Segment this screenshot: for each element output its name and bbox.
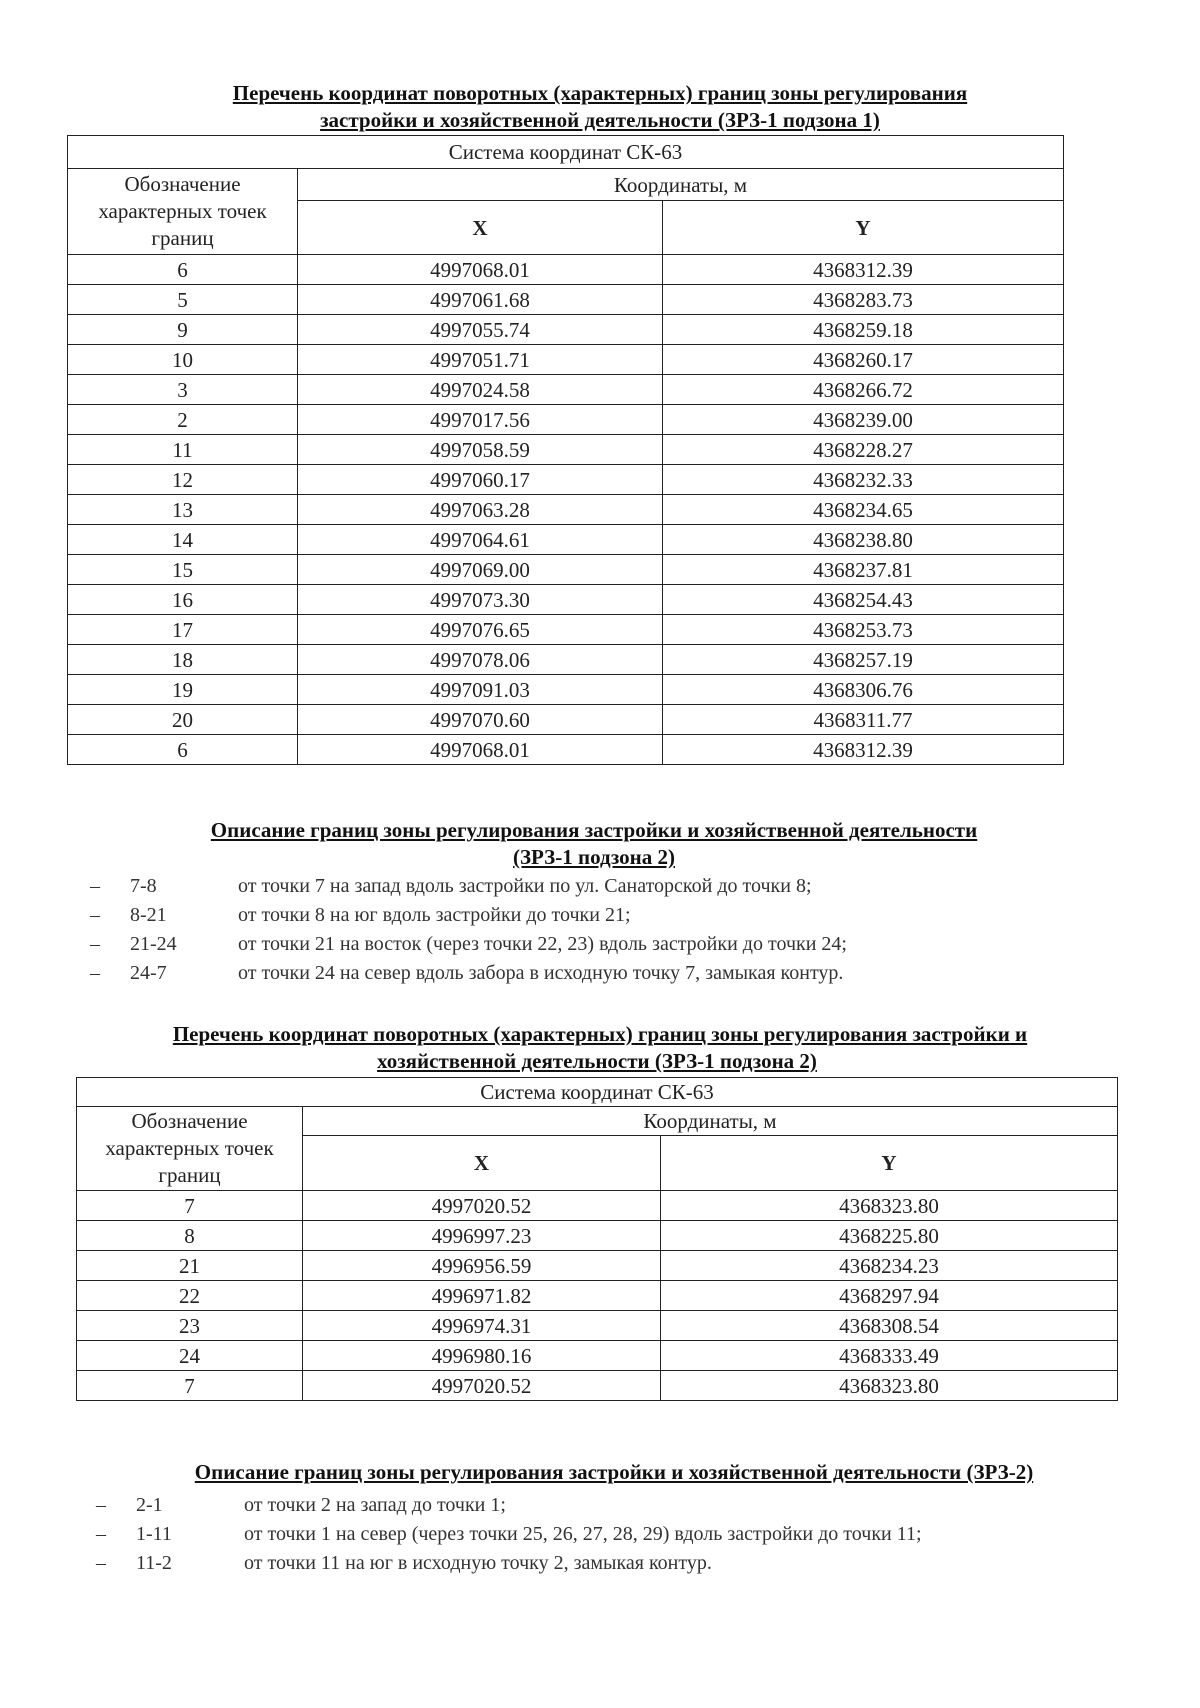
section3-title-line2: хозяйственной деятельности (ЗРЗ-1 подзона 2): [377, 1049, 817, 1073]
section3-title-line1: Перечень координат поворотных (характерных) границ зоны регулирования застройки и: [172, 1022, 1028, 1046]
segment-description: от точки 2 на запад до точки 1;: [244, 1494, 506, 1516]
y-coordinate-cell: 4368225.80: [661, 1221, 1118, 1251]
y-coordinate-cell: 4368323.80: [661, 1191, 1118, 1221]
table-row: [68, 645, 1064, 675]
point-designation-header: Обозначение характерных точек границ: [68, 169, 298, 255]
y-column-header: Y: [663, 201, 1064, 255]
point-cell: 10: [68, 345, 298, 375]
y-coordinate-cell: 4368311.77: [663, 705, 1064, 735]
point-cell: 13: [68, 495, 298, 525]
table-row: [77, 1191, 1118, 1221]
y-coordinate-cell: 4368306.76: [663, 675, 1064, 705]
x-coordinate-cell: 4997078.06: [298, 645, 663, 675]
table-row: [68, 585, 1064, 615]
point-cell: 5: [68, 285, 298, 315]
list-dash: –: [96, 1494, 106, 1516]
table-row: [68, 375, 1064, 405]
table-row: [77, 1371, 1118, 1401]
x-coordinate-cell: 4997073.30: [298, 585, 663, 615]
segment-label: 8-21: [130, 904, 167, 926]
point-cell: 23: [77, 1311, 303, 1341]
x-coordinate-cell: 4996956.59: [303, 1251, 661, 1281]
x-coordinate-cell: 4997058.59: [298, 435, 663, 465]
table-row: [68, 435, 1064, 465]
y-coordinate-cell: 4368237.81: [663, 555, 1064, 585]
table-row: [68, 465, 1064, 495]
x-coordinate-cell: 4996974.31: [303, 1311, 661, 1341]
table-row: [68, 555, 1064, 585]
y-coordinate-cell: 4368232.33: [663, 465, 1064, 495]
y-coordinate-cell: 4368312.39: [663, 255, 1064, 285]
x-column-header: X: [303, 1136, 661, 1191]
coordinates-table-subzone1: [67, 135, 1064, 765]
x-coordinate-cell: 4997070.60: [298, 705, 663, 735]
list-dash: –: [96, 1552, 106, 1574]
table-row: [68, 705, 1064, 735]
y-coordinate-cell: 4368308.54: [661, 1311, 1118, 1341]
y-column-header: Y: [661, 1136, 1118, 1191]
y-coordinate-cell: 4368238.80: [663, 525, 1064, 555]
segment-label: 11-2: [136, 1552, 172, 1574]
y-coordinate-cell: 4368253.73: [663, 615, 1064, 645]
table-row: [68, 345, 1064, 375]
x-coordinate-cell: 4996980.16: [303, 1341, 661, 1371]
list-item: [96, 1522, 1146, 1551]
point-cell: 20: [68, 705, 298, 735]
segment-description: от точки 11 на юг в исходную точку 2, замыкая контур.: [244, 1552, 712, 1574]
x-coordinate-cell: 4997017.56: [298, 405, 663, 435]
y-coordinate-cell: 4368297.94: [661, 1281, 1118, 1311]
list-item: [96, 1551, 1146, 1580]
point-cell: 15: [68, 555, 298, 585]
point-cell: 21: [77, 1251, 303, 1281]
point-cell: 6: [68, 255, 298, 285]
coordinates-table-subzone2: [76, 1077, 1118, 1401]
table-row: [68, 285, 1064, 315]
segment-description: от точки 8 на юг вдоль застройки до точки 21;: [238, 904, 631, 926]
section2-title-line2: (ЗРЗ-1 подзона 2): [512, 845, 676, 869]
list-item: [90, 874, 1130, 903]
point-designation-header: Обозначение характерных точек границ: [77, 1107, 303, 1191]
list-dash: –: [90, 933, 100, 955]
x-coordinate-cell: 4997076.65: [298, 615, 663, 645]
point-cell: 19: [68, 675, 298, 705]
segment-description: от точки 21 на восток (через точки 22, 23) вдоль застройки до точки 24;: [238, 933, 847, 955]
x-coordinate-cell: 4997024.58: [298, 375, 663, 405]
x-coordinate-cell: 4997069.00: [298, 555, 663, 585]
list-dash: –: [96, 1523, 106, 1545]
segment-description: от точки 7 на запад вдоль застройки по ул. Санаторской до точки 8;: [238, 875, 812, 897]
x-coordinate-cell: 4996997.23: [303, 1221, 661, 1251]
y-coordinate-cell: 4368283.73: [663, 285, 1064, 315]
table-row: [68, 735, 1064, 765]
section2-title-line1: Описание границ зоны регулирования застройки и хозяйственной деятельности: [210, 818, 978, 842]
segment-label: 7-8: [130, 875, 157, 897]
x-coordinate-cell: 4997091.03: [298, 675, 663, 705]
y-coordinate-cell: 4368259.18: [663, 315, 1064, 345]
boundary-description-zrz2: [96, 1493, 1146, 1580]
point-cell: 2: [68, 405, 298, 435]
list-dash: –: [90, 875, 100, 897]
y-coordinate-cell: 4368266.72: [663, 375, 1064, 405]
table-row: [77, 1251, 1118, 1281]
y-coordinate-cell: 4368239.00: [663, 405, 1064, 435]
point-cell: 18: [68, 645, 298, 675]
point-cell: 24: [77, 1341, 303, 1371]
list-item: [90, 961, 1130, 990]
segment-label: 24-7: [130, 962, 167, 984]
coordinate-system-label: Система координат СК-63: [77, 1078, 1118, 1107]
point-cell: 11: [68, 435, 298, 465]
x-column-header: X: [298, 201, 663, 255]
list-item: [96, 1493, 1146, 1522]
segment-label: 21-24: [130, 933, 177, 955]
table-row: [68, 255, 1064, 285]
point-cell: 9: [68, 315, 298, 345]
list-item: [90, 932, 1130, 961]
x-coordinate-cell: 4997068.01: [298, 255, 663, 285]
point-cell: 22: [77, 1281, 303, 1311]
coordinates-header: Координаты, м: [303, 1107, 1118, 1136]
table-row: [68, 495, 1064, 525]
point-cell: 6: [68, 735, 298, 765]
point-cell: 12: [68, 465, 298, 495]
x-coordinate-cell: 4997020.52: [303, 1371, 661, 1401]
coordinate-system-label: Система координат СК-63: [68, 136, 1064, 169]
x-coordinate-cell: 4997061.68: [298, 285, 663, 315]
point-cell: 7: [77, 1371, 303, 1401]
x-coordinate-cell: 4996971.82: [303, 1281, 661, 1311]
point-cell: 16: [68, 585, 298, 615]
y-coordinate-cell: 4368234.23: [661, 1251, 1118, 1281]
section4-title: Описание границ зоны регулирования застройки и хозяйственной деятельности (ЗРЗ-2): [194, 1460, 1034, 1484]
table-row: [77, 1341, 1118, 1371]
table-row: [68, 405, 1064, 435]
list-dash: –: [90, 962, 100, 984]
table-row: [68, 675, 1064, 705]
table-row: [68, 525, 1064, 555]
point-cell: 7: [77, 1191, 303, 1221]
point-cell: 17: [68, 615, 298, 645]
point-cell: 14: [68, 525, 298, 555]
table-row: [77, 1281, 1118, 1311]
y-coordinate-cell: 4368312.39: [663, 735, 1064, 765]
segment-label: 1-11: [136, 1523, 172, 1545]
list-dash: –: [90, 904, 100, 926]
x-coordinate-cell: 4997060.17: [298, 465, 663, 495]
x-coordinate-cell: 4997068.01: [298, 735, 663, 765]
y-coordinate-cell: 4368257.19: [663, 645, 1064, 675]
y-coordinate-cell: 4368260.17: [663, 345, 1064, 375]
boundary-description-subzone2: [90, 874, 1130, 990]
y-coordinate-cell: 4368254.43: [663, 585, 1064, 615]
table-row: [77, 1311, 1118, 1341]
coordinates-header: Координаты, м: [298, 169, 1064, 201]
x-coordinate-cell: 4997063.28: [298, 495, 663, 525]
point-cell: 8: [77, 1221, 303, 1251]
section1-title-line2: застройки и хозяйственной деятельности (ЗРЗ-1 подзона 1): [320, 108, 880, 132]
x-coordinate-cell: 4997051.71: [298, 345, 663, 375]
x-coordinate-cell: 4997055.74: [298, 315, 663, 345]
segment-label: 2-1: [136, 1494, 163, 1516]
y-coordinate-cell: 4368323.80: [661, 1371, 1118, 1401]
table-row: [77, 1221, 1118, 1251]
section1-title-line1: Перечень координат поворотных (характерных) границ зоны регулирования: [232, 81, 968, 105]
x-coordinate-cell: 4997064.61: [298, 525, 663, 555]
list-item: [90, 903, 1130, 932]
y-coordinate-cell: 4368234.65: [663, 495, 1064, 525]
x-coordinate-cell: 4997020.52: [303, 1191, 661, 1221]
segment-description: от точки 1 на север (через точки 25, 26, 27, 28, 29) вдоль застройки до точки 11;: [244, 1523, 922, 1545]
y-coordinate-cell: 4368333.49: [661, 1341, 1118, 1371]
segment-description: от точки 24 на север вдоль забора в исходную точку 7, замыкая контур.: [238, 962, 844, 984]
table-row: [68, 615, 1064, 645]
table-row: [68, 315, 1064, 345]
y-coordinate-cell: 4368228.27: [663, 435, 1064, 465]
point-cell: 3: [68, 375, 298, 405]
